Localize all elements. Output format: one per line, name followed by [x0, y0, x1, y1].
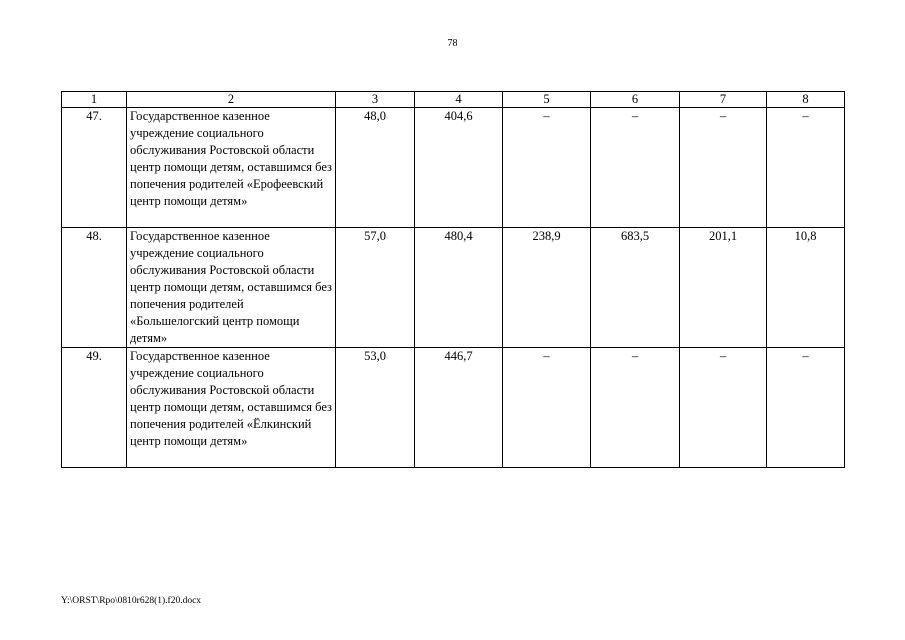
table-cell: –: [680, 108, 767, 228]
column-header: 1: [62, 92, 127, 108]
institution-name: Государственное казенное учреждение социального обслуживания Ростовской области центр помощи детям, оставшимся без попечения родителей «Большелогский центр помощи детям»: [127, 228, 336, 348]
column-header: 8: [767, 92, 845, 108]
column-header: 6: [591, 92, 680, 108]
table-cell: 57,0: [336, 228, 415, 348]
table-header-row: [62, 92, 845, 108]
table-cell: 48,0: [336, 108, 415, 228]
table-cell: 446,7: [415, 348, 503, 468]
table-cell: 201,1: [680, 228, 767, 348]
file-path-footer: Y:\ORST\Rpo\0810r628(1).f20.docx: [61, 596, 202, 606]
table-cell: 238,9: [503, 228, 591, 348]
page-number: 78: [447, 38, 458, 49]
table-cell: 404,6: [415, 108, 503, 228]
table-row: [62, 108, 845, 228]
column-header: 2: [127, 92, 336, 108]
table-row: [62, 348, 845, 468]
row-number: 48.: [62, 228, 127, 348]
table-cell: –: [767, 108, 845, 228]
table-cell: –: [591, 108, 680, 228]
row-number: 47.: [62, 108, 127, 228]
column-header: 5: [503, 92, 591, 108]
table-cell: –: [503, 348, 591, 468]
table-cell: 480,4: [415, 228, 503, 348]
row-number: 49.: [62, 348, 127, 468]
table-cell: –: [680, 348, 767, 468]
table-cell: 53,0: [336, 348, 415, 468]
column-header: 3: [336, 92, 415, 108]
table-cell: 10,8: [767, 228, 845, 348]
column-header: 7: [680, 92, 767, 108]
table-cell: 683,5: [591, 228, 680, 348]
table-cell: –: [591, 348, 680, 468]
column-header: 4: [415, 92, 503, 108]
table-cell: –: [767, 348, 845, 468]
table-cell: –: [503, 108, 591, 228]
data-table: [61, 91, 845, 468]
institution-name: Государственное казенное учреждение социального обслуживания Ростовской области центр помощи детям, оставшимся без попечения родителей «Ёлкинский центр помощи детям»: [127, 348, 336, 468]
table-row: [62, 228, 845, 348]
institution-name: Государственное казенное учреждение социального обслуживания Ростовской области центр помощи детям, оставшимся без попечения родителей «Ерофеевский центр помощи детям»: [127, 108, 336, 228]
